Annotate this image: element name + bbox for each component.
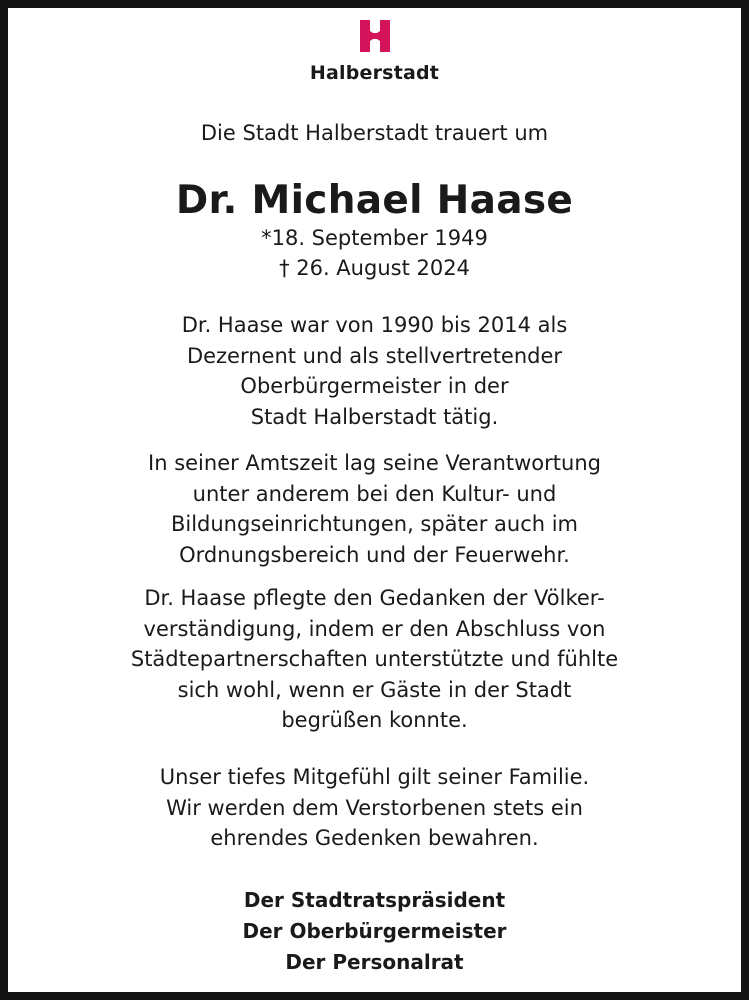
- paragraph-line: Dezernent und als stellvertretender: [186, 343, 563, 368]
- paragraph-line: Bildungseinrichtungen, später auch im: [170, 512, 579, 536]
- paragraph-line: Wir werden dem Verstorbenen stets ein: [166, 795, 583, 820]
- deceased-name: Dr. Michael Haase: [175, 178, 574, 223]
- paragraph-line: verständigung, indem er den Abschluss von: [143, 616, 606, 641]
- paragraph-line: unter anderem bei den Kultur- und: [192, 481, 557, 506]
- paragraph-line: begrüßen konnte.: [281, 708, 468, 732]
- responsibility-paragraph: [20, 448, 729, 570]
- partnership-paragraph: [20, 583, 729, 736]
- paragraph-line: sich wohl, wenn er Gäste in der Stadt: [177, 677, 572, 702]
- career-paragraph: [20, 310, 729, 432]
- logo-name: Halberstadt: [309, 62, 440, 84]
- signatory: Der Stadtratspräsident: [243, 888, 506, 912]
- paragraph-line: In seiner Amtszeit lag seine Verantwortung: [148, 451, 601, 475]
- paragraph-line: Stadt Halberstadt tätig.: [250, 404, 499, 429]
- paragraph-line: Unser tiefes Mitgefühl gilt seiner Familie.: [159, 765, 590, 789]
- signatory: Der Oberbürgermeister: [242, 919, 507, 943]
- paragraph-line: ehrendes Gedenken bewahren.: [210, 826, 539, 850]
- letter-h-icon: [360, 20, 390, 52]
- city-logo: [0, 20, 749, 56]
- intro-text: Die Stadt Halberstadt trauert um: [200, 121, 549, 145]
- birth-date: *18. September 1949: [261, 226, 488, 250]
- condolence-paragraph: [20, 762, 729, 854]
- signatories: [20, 885, 729, 978]
- signatory: Der Personalrat: [285, 950, 464, 974]
- paragraph-line: Dr. Haase pflegte den Gedanken der Völker-: [144, 586, 605, 610]
- paragraph-line: Ordnungsbereich und der Feuerwehr.: [179, 542, 570, 567]
- paragraph-line: Oberbürgermeister in der: [240, 374, 509, 398]
- paragraph-line: Städtepartnerschaften unterstützte und fühlte: [130, 647, 619, 671]
- paragraph-line: Dr. Haase war von 1990 bis 2014 als: [181, 313, 568, 337]
- death-date: † 26. August 2024: [279, 256, 470, 280]
